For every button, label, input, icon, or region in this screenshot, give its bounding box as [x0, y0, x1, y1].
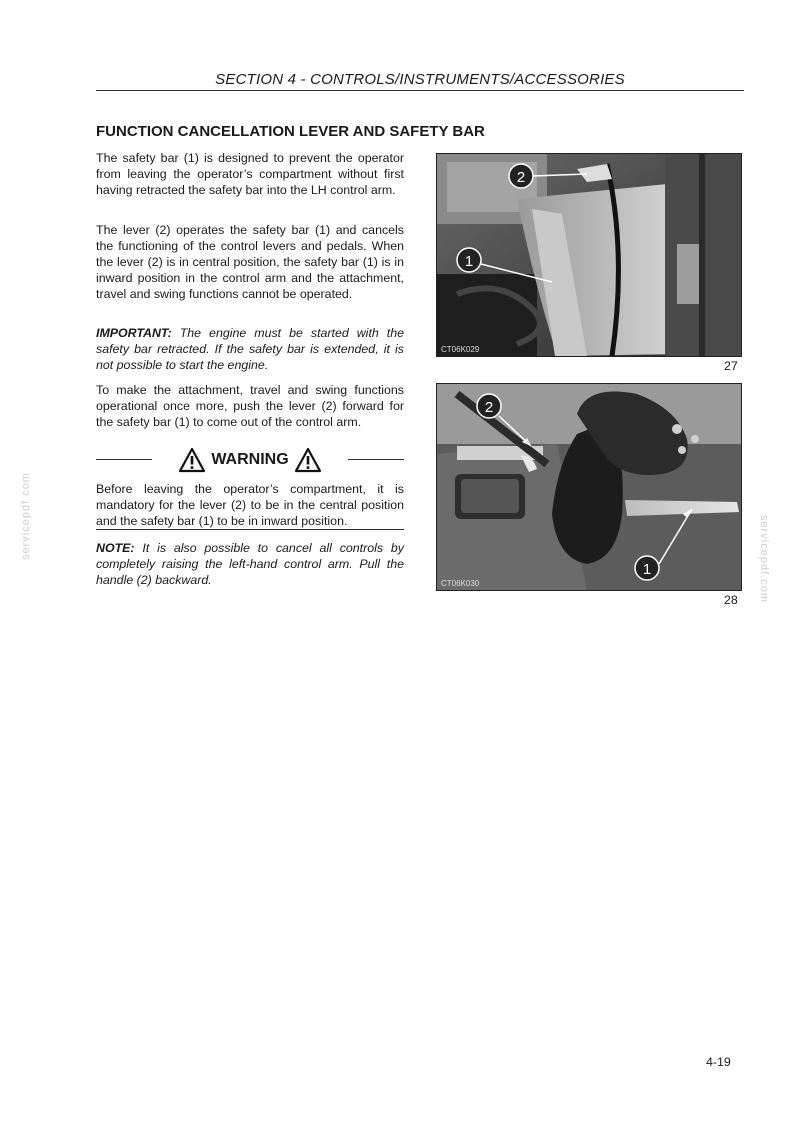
paragraph-restore: [96, 382, 404, 430]
figure-28-callout-2: 2: [484, 399, 494, 416]
warning-text: [96, 481, 404, 529]
note-text: It is also possible to cancel all controls by completely raising the left-hand control arm. Pull the handle (2) backward.: [96, 541, 404, 587]
warning-heading: [96, 446, 404, 474]
warning-triangle-icon: [178, 447, 206, 473]
warning-triangle-icon: [294, 447, 322, 473]
warning-end-rule: [96, 529, 404, 530]
paragraph-text: To make the attachment, travel and swing functions operational once more, push the lever (2) forward for the safety bar (1) to come out of the control arm.: [96, 383, 404, 429]
note-label: NOTE:: [96, 541, 135, 555]
figure-27-photo: [436, 153, 742, 357]
warning-rule-right: [348, 459, 404, 460]
important-label: IMPORTANT:: [96, 326, 172, 340]
section-header: SECTION 4 - CONTROLS/INSTRUMENTS/ACCESSORIES: [215, 71, 625, 88]
figure-28-photo: [436, 383, 742, 591]
figure-28-code: CT06K030: [441, 579, 480, 588]
note: [96, 540, 404, 588]
important-text: The engine must be started with the safety bar retracted. If the safety bar is extended, it is not possible to start the engine.: [96, 326, 404, 372]
page-number: 4-19: [706, 1055, 731, 1069]
header-rule: [96, 90, 744, 91]
figure-27-number: 27: [724, 359, 738, 373]
warning-rule-left: [96, 459, 152, 460]
figure-27-image: [437, 154, 741, 356]
important-note: [96, 325, 404, 373]
paragraph-safety-bar: [96, 150, 404, 198]
figure-28-number: 28: [724, 593, 738, 607]
figure-27-code: CT06K029: [441, 345, 480, 354]
figure-27-callout-1: 1: [464, 253, 474, 270]
warning-center: [170, 446, 330, 474]
watermark-right: servicepdf.com: [758, 515, 770, 603]
warning-label: WARNING: [211, 451, 289, 468]
figure-28-image: [437, 384, 741, 590]
paragraph-text: The safety bar (1) is designed to prevent the operator from leaving the operator’s compartment without first having retracted the safety bar into the LH control arm.: [96, 151, 404, 197]
figure-27-callout-2: 2: [516, 169, 526, 186]
paragraph-text: Before leaving the operator’s compartment, it is mandatory for the lever (2) to be in the central position and the safety bar (1) to be in inward position.: [96, 482, 404, 528]
paragraph-text: The lever (2) operates the safety bar (1) and cancels the functioning of the control levers and pedals. When the lever (2) is in central position, the safety bar (1) is in inward position in the control arm and the attachment, travel and swing functions cannot be operated.: [96, 223, 404, 301]
page-title: FUNCTION CANCELLATION LEVER AND SAFETY BAR: [96, 123, 485, 140]
watermark-left: servicepdf.com: [20, 472, 32, 560]
figure-28-callout-1: 1: [642, 561, 652, 578]
paragraph-lever: [96, 222, 404, 302]
